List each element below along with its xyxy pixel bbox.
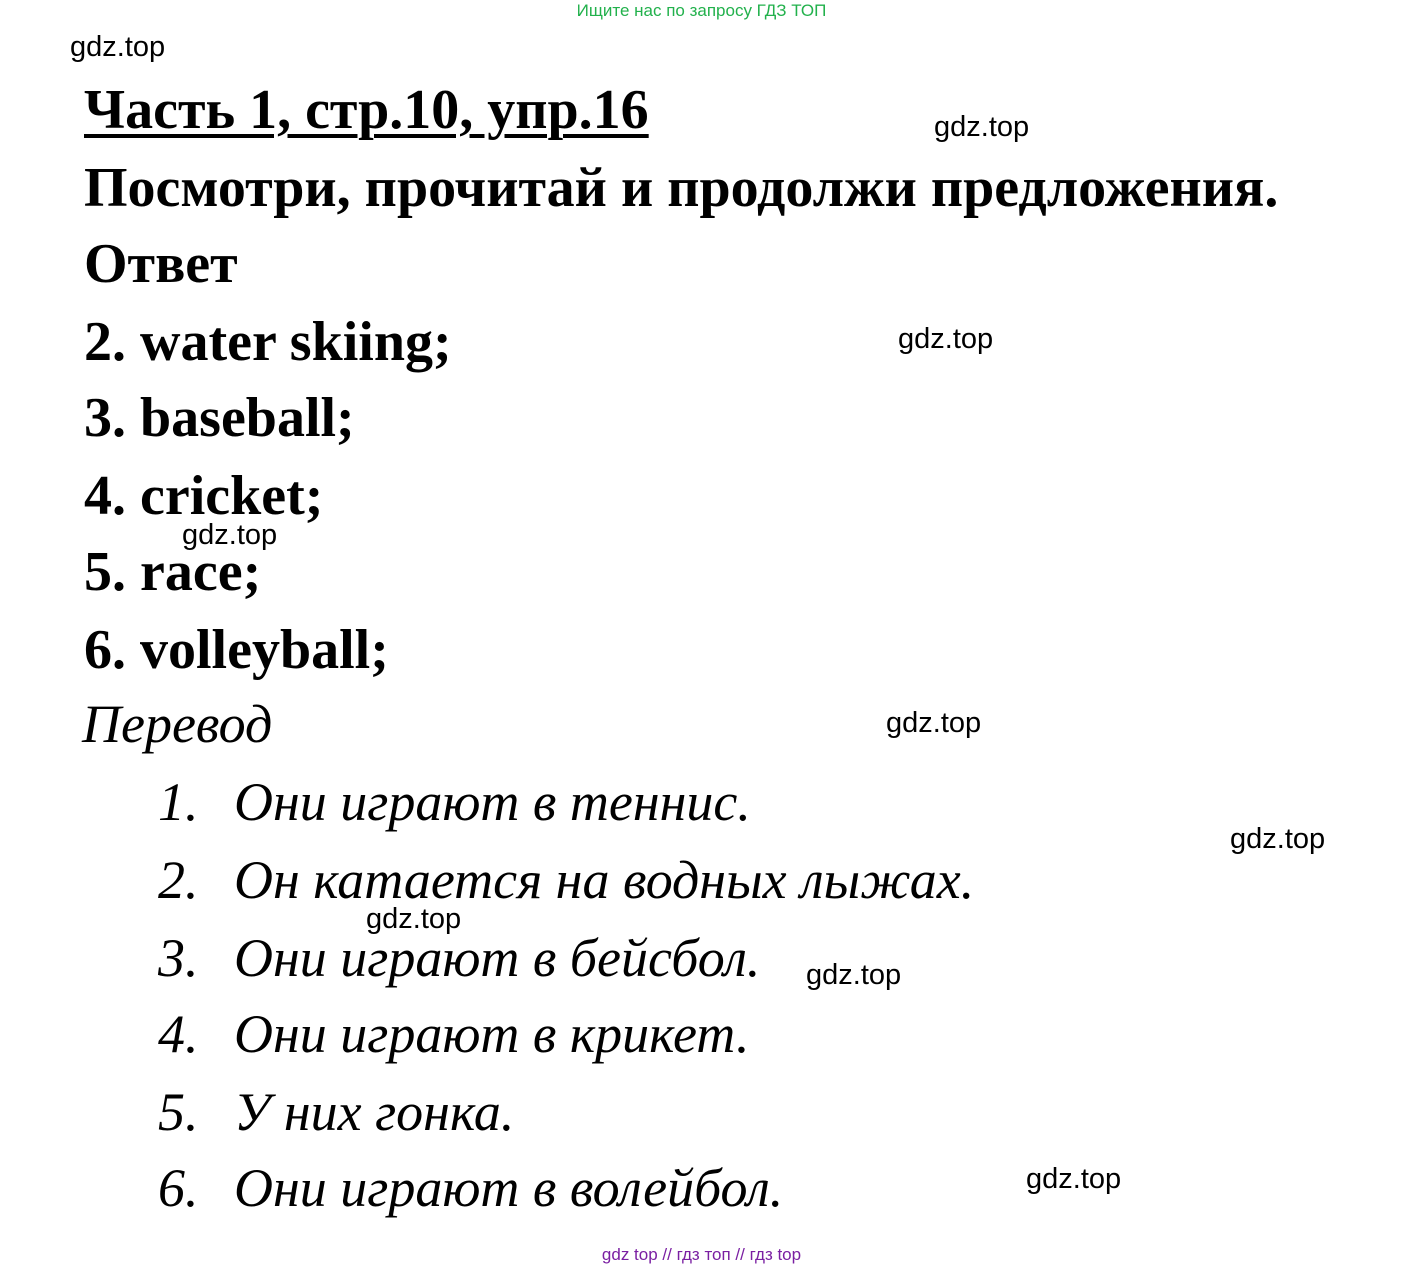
- answer-item: 2. water skiing;: [84, 311, 452, 373]
- translation-text: Они играют в волейбол.: [234, 1158, 784, 1218]
- answer-item: 4. cricket;: [84, 465, 324, 527]
- translation-text: Они играют в теннис.: [234, 772, 751, 832]
- top-banner: Ищите нас по запросу ГДЗ ТОП: [576, 1, 827, 20]
- translation-number: 6.: [158, 1158, 199, 1218]
- answer-heading: Ответ: [84, 233, 238, 295]
- translation-item: [158, 848, 974, 912]
- answer-item: 5. race;: [84, 541, 262, 603]
- watermark: gdz.top: [886, 707, 982, 739]
- translation-text: Он катается на водных лыжах.: [234, 850, 975, 910]
- watermark: gdz.top: [1230, 823, 1326, 855]
- watermark: gdz.top: [70, 31, 166, 63]
- translation-number: 5.: [158, 1082, 199, 1142]
- translation-number: 1.: [158, 772, 199, 832]
- watermark: gdz.top: [806, 959, 902, 991]
- watermark: gdz.top: [898, 323, 994, 355]
- translation-text: Они играют в бейсбол.: [234, 928, 761, 988]
- translation-number: 3.: [158, 928, 199, 988]
- watermark: gdz.top: [934, 111, 1030, 143]
- answer-item: 6. volleyball;: [84, 619, 389, 681]
- instruction: Посмотри, прочитай и продолжи предложения.: [84, 157, 1279, 219]
- translation-item: [158, 770, 751, 834]
- translation-text: Они играют в крикет.: [234, 1004, 750, 1064]
- footer-links: gdz top // гдз топ // гдз top: [601, 1245, 802, 1264]
- translation-number: 2.: [158, 850, 199, 910]
- watermark: gdz.top: [366, 903, 462, 935]
- translation-item: [158, 1156, 783, 1220]
- watermark: gdz.top: [182, 519, 278, 551]
- translation-text: У них гонка.: [234, 1082, 515, 1142]
- answer-item: 3. baseball;: [84, 387, 355, 449]
- translation-item: [158, 1002, 749, 1066]
- page-title: Часть 1, стр.10, упр.16: [84, 79, 649, 141]
- translation-number: 4.: [158, 1004, 199, 1064]
- translation-heading: Перевод: [82, 694, 273, 754]
- translation-item: [158, 926, 760, 990]
- translation-item: [158, 1080, 514, 1144]
- watermark: gdz.top: [1026, 1163, 1122, 1195]
